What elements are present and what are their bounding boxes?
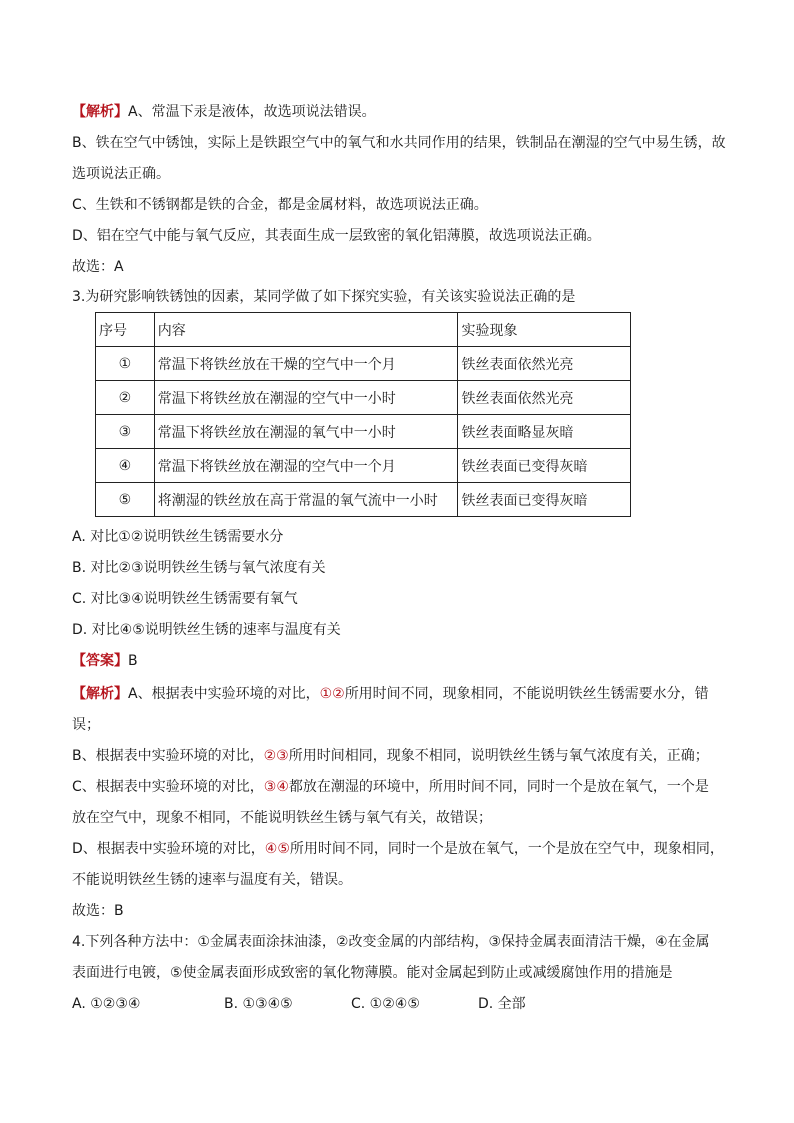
answer-label: 【答案】 [72, 653, 128, 669]
table-cell: 常温下将铁丝放在潮湿的空气中一小时 [154, 381, 458, 415]
table-header-row [96, 313, 631, 347]
q2-explanation-line-d: D、铝在空气中能与氧气反应，其表面生成一层致密的氧化铝薄膜，故选项说法正确。 [72, 228, 601, 244]
q4-option-a: A. ①②③④ [72, 996, 141, 1012]
table-row [96, 347, 631, 381]
q4-stem-line-2: 表面进行电镀，⑤使金属表面形成致密的氧化物薄膜。能对金属起到防止或减缓腐蚀作用的措施是 [72, 965, 673, 981]
q2-explanation-line-a: 【解析】A、常温下汞是液体，故选项说法错误。 [72, 104, 376, 120]
q3-option-a: A. 对比①②说明铁丝生锈需要水分 [72, 529, 284, 545]
table-cell: 铁丝表面依然光亮 [458, 381, 631, 415]
table-header-cell: 实验现象 [458, 313, 631, 347]
answer-value: B [128, 653, 138, 669]
explanation-label: 【解析】 [72, 686, 128, 702]
table-row [96, 483, 631, 517]
table-row [96, 449, 631, 483]
q3-explanation-line-c1: C、根据表中实验环境的对比，③④都放在潮湿的环境中，所用时间不同，同时一个是放在氧气，一个是 [72, 779, 709, 795]
q4-option-d: D. 全部 [478, 996, 526, 1012]
table-header-cell: 序号 [96, 313, 155, 347]
q3-option-d: D. 对比④⑤说明铁丝生锈的速率与温度有关 [72, 622, 341, 638]
explanation-label: 【解析】 [72, 104, 128, 120]
table-cell: 铁丝表面已变得灰暗 [458, 449, 631, 483]
experiment-table [95, 312, 631, 517]
q4-option-c: C. ①②④⑤ [351, 996, 420, 1012]
table-cell: 将潮湿的铁丝放在高于常温的氧气流中一小时 [154, 483, 458, 517]
q3-choice: 故选：B [72, 903, 124, 919]
q3-answer [72, 651, 732, 671]
table-cell: ③ [96, 415, 155, 449]
q2-explanation-line-b1: B、铁在空气中锈蚀，实际上是铁跟空气中的氧气和水共同作用的结果，铁制品在潮湿的空气中易生锈，故 [72, 135, 726, 151]
q4-option-b: B. ①③④⑤ [224, 996, 293, 1012]
q3-explanation-line-d1: D、根据表中实验环境的对比，④⑤所用时间不同，同时一个是放在氧气，一个是放在空气中，现象相同， [72, 841, 724, 857]
q4-stem-line-1: 4.下列各种方法中：①金属表面涂抹油漆，②改变金属的内部结构，③保持金属表面清洁干燥，④在金属 [72, 934, 710, 950]
q2-explanation-line-b2: 选项说法正确。 [72, 166, 170, 182]
q3-explanation-line-d2: 不能说明铁丝生锈的速率与温度有关，错误。 [72, 872, 352, 888]
table-cell: 常温下将铁丝放在干燥的空气中一个月 [154, 347, 458, 381]
table-cell: ① [96, 347, 155, 381]
q3-option-c: C. 对比③④说明铁丝生锈需要有氧气 [72, 591, 298, 607]
q4-options-row [72, 994, 732, 1014]
table-row [96, 381, 631, 415]
table-cell: ⑤ [96, 483, 155, 517]
table-row [96, 415, 631, 449]
q3-option-b: B. 对比②③说明铁丝生锈与氧气浓度有关 [72, 560, 326, 576]
table-cell: 常温下将铁丝放在潮湿的氧气中一小时 [154, 415, 458, 449]
table-header-cell: 内容 [154, 313, 458, 347]
highlight-mark: ③④ [263, 779, 289, 795]
q2-choice: 故选：A [72, 259, 124, 275]
highlight-mark: ④⑤ [264, 841, 290, 857]
table-cell: 铁丝表面已变得灰暗 [458, 483, 631, 517]
highlight-mark: ②③ [263, 748, 289, 764]
q3-explanation-line-a2: 误； [72, 717, 100, 733]
table-cell: 常温下将铁丝放在潮湿的空气中一个月 [154, 449, 458, 483]
table-cell: ④ [96, 449, 155, 483]
table-cell: 铁丝表面依然光亮 [458, 347, 631, 381]
q3-explanation-line-b: B、根据表中实验环境的对比，②③所用时间相同，现象不相同，说明铁丝生锈与氧气浓度有关，正确； [72, 748, 709, 764]
q3-explanation-line-a1: 【解析】A、根据表中实验环境的对比，①②所用时间不同，现象相同，不能说明铁丝生锈需要水分，错 [72, 686, 709, 702]
table-cell: ② [96, 381, 155, 415]
q3-explanation-line-c2: 放在空气中，现象不相同，不能说明铁丝生锈与氧气有关，故错误； [72, 810, 492, 826]
table-cell: 铁丝表面略显灰暗 [458, 415, 631, 449]
q3-stem: 3.为研究影响铁锈蚀的因素，某同学做了如下探究实验，有关该实验说法正确的是 [72, 289, 576, 305]
q2-explanation-line-c: C、生铁和不锈钢都是铁的合金，都是金属材料，故选项说法正确。 [72, 197, 488, 213]
highlight-mark: ①② [319, 686, 345, 702]
